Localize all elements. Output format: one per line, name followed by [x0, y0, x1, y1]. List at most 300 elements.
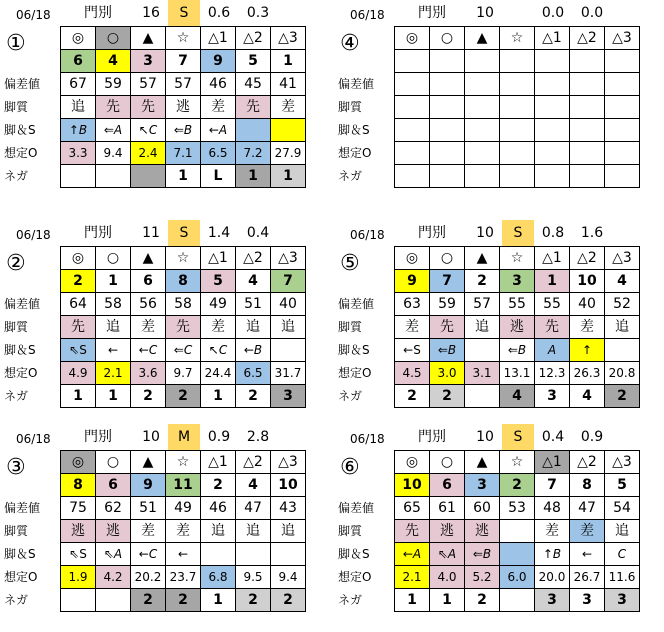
expected-odds-cell: 6.8 — [201, 566, 236, 589]
mark-cell: ▲ — [465, 27, 500, 50]
expected-odds-cell: 9.5 — [236, 566, 271, 589]
runner-count: 10 — [142, 429, 160, 445]
leg-speed-cell — [201, 543, 236, 566]
mark-cell: △3 — [605, 451, 640, 474]
grid-row — [61, 474, 306, 497]
expected-odds-cell: 6.5 — [201, 142, 236, 165]
deviation-cell: 58 — [96, 293, 131, 316]
index-value-2: 2.8 — [246, 429, 270, 445]
horse-number-cell: 7 — [166, 50, 201, 73]
grid-row — [395, 566, 640, 589]
running-style-cell: 追 — [61, 96, 96, 119]
mark-cell: △1 — [201, 451, 236, 474]
race-panel — [4, 0, 324, 208]
mark-cell: ▲ — [465, 247, 500, 270]
horse-number-cell: 4 — [236, 270, 271, 293]
running-style-cell: 逃 — [61, 520, 96, 543]
mark-cell: ▲ — [465, 451, 500, 474]
horse-number-cell: 7 — [430, 270, 465, 293]
running-style-cell: 差 — [271, 96, 306, 119]
leg-speed-cell: A — [535, 339, 570, 362]
grid-row — [395, 543, 640, 566]
horse-number-cell: 6 — [131, 270, 166, 293]
running-style-cell: 追 — [271, 316, 306, 339]
row-label: 脚＆S — [4, 123, 36, 137]
leg-speed-cell: ↑ — [570, 339, 605, 362]
deviation-cell: 51 — [236, 293, 271, 316]
row-label: 偏差値 — [338, 77, 375, 91]
running-style-cell: 差 — [570, 316, 605, 339]
running-style-cell: 差 — [201, 316, 236, 339]
deviation-cell: 46 — [201, 73, 236, 96]
deviation-cell: 43 — [271, 497, 306, 520]
expected-odds-cell: 11.6 — [605, 566, 640, 589]
negative-cell: 1 — [271, 165, 306, 188]
running-style-cell: 先 — [535, 316, 570, 339]
running-style-cell: 追 — [201, 520, 236, 543]
row-label: 想定O — [4, 366, 38, 380]
grid-row — [395, 520, 640, 543]
negative-cell — [96, 589, 131, 612]
negative-cell: 2 — [605, 385, 640, 408]
deviation-cell: 46 — [201, 497, 236, 520]
leg-speed-cell: ⇐A — [96, 119, 131, 142]
horse-number-cell: 1 — [96, 270, 131, 293]
grid-row — [61, 566, 306, 589]
race-course: 門別 — [418, 225, 446, 241]
negative-cell: 2 — [430, 385, 465, 408]
grid-row — [61, 293, 306, 316]
horse-number-cell: 6 — [61, 50, 96, 73]
grid-row — [61, 543, 306, 566]
mark-cell: ☆ — [166, 27, 201, 50]
race-date: 06/18 — [16, 228, 51, 242]
negative-cell — [570, 165, 605, 188]
running-style-cell — [500, 520, 535, 543]
running-style-cell: 追 — [236, 316, 271, 339]
leg-speed-cell — [271, 339, 306, 362]
grid-row — [61, 270, 306, 293]
leg-speed-cell — [605, 339, 640, 362]
running-style-cell: 先 — [131, 96, 166, 119]
horse-number-cell: 11 — [166, 474, 201, 497]
mark-cell: ◎ — [61, 451, 96, 474]
index-value-1: 0.9 — [207, 429, 231, 445]
running-style-cell: 逃 — [500, 316, 535, 339]
leg-speed-cell — [465, 119, 500, 142]
horse-number-cell — [570, 50, 605, 73]
grid-row — [61, 339, 306, 362]
running-style-cell: 差 — [395, 316, 430, 339]
deviation-cell: 59 — [96, 73, 131, 96]
grade-badge: M — [168, 424, 200, 450]
row-label: 脚質 — [4, 320, 29, 334]
row-label: ネガ — [338, 389, 363, 403]
negative-cell: 3 — [570, 589, 605, 612]
row-label: 偏差値 — [4, 77, 41, 91]
leg-speed-cell — [605, 119, 640, 142]
running-style-cell: 先 — [96, 96, 131, 119]
negative-cell: 4 — [500, 385, 535, 408]
expected-odds-cell — [535, 142, 570, 165]
grid-row — [61, 119, 306, 142]
running-style-cell: 逃 — [166, 96, 201, 119]
grid-row — [395, 73, 640, 96]
grid-row — [61, 451, 306, 474]
grid-row — [395, 362, 640, 385]
row-label: 脚質 — [338, 524, 363, 538]
negative-cell: 1 — [430, 589, 465, 612]
expected-odds-cell: 1.9 — [61, 566, 96, 589]
expected-odds-cell: 3.6 — [131, 362, 166, 385]
grid-row — [61, 165, 306, 188]
horse-number-cell: 4 — [96, 50, 131, 73]
mark-cell: ◎ — [395, 247, 430, 270]
expected-odds-cell: 20.8 — [605, 362, 640, 385]
race-course: 門別 — [84, 429, 112, 445]
row-label: 脚＆S — [338, 123, 370, 137]
mark-cell: ☆ — [166, 451, 201, 474]
negative-cell: 2 — [271, 589, 306, 612]
negative-cell: 2 — [131, 589, 166, 612]
negative-cell: 2 — [166, 385, 201, 408]
deviation-cell — [570, 73, 605, 96]
leg-speed-cell: ←A — [201, 119, 236, 142]
running-style-cell: 先 — [166, 316, 201, 339]
leg-speed-cell — [535, 119, 570, 142]
leg-speed-cell — [271, 543, 306, 566]
grid-row — [395, 27, 640, 50]
negative-cell: 3 — [605, 589, 640, 612]
deviation-cell — [535, 73, 570, 96]
negative-cell: 1 — [236, 165, 271, 188]
running-style-cell — [570, 96, 605, 119]
expected-odds-cell: 2.1 — [96, 362, 131, 385]
leg-speed-cell — [395, 119, 430, 142]
deviation-cell — [465, 73, 500, 96]
horse-number-cell: 7 — [535, 474, 570, 497]
race-header — [338, 0, 658, 26]
horse-number-cell: 3 — [465, 474, 500, 497]
deviation-cell: 45 — [236, 73, 271, 96]
expected-odds-cell: 6.0 — [500, 566, 535, 589]
race-date: 06/18 — [16, 432, 51, 446]
mark-cell: ☆ — [500, 27, 535, 50]
expected-odds-cell — [605, 142, 640, 165]
index-value-2: 0.0 — [580, 5, 604, 21]
race-date: 06/18 — [350, 8, 385, 22]
expected-odds-cell: 4.9 — [61, 362, 96, 385]
expected-odds-cell: 3.1 — [465, 362, 500, 385]
negative-cell — [395, 165, 430, 188]
horse-number-cell: 8 — [61, 474, 96, 497]
row-label: 想定O — [4, 570, 38, 584]
grid-row — [395, 119, 640, 142]
index-value-2: 0.9 — [580, 429, 604, 445]
running-style-cell: 追 — [236, 520, 271, 543]
leg-speed-cell: ⇐B — [465, 543, 500, 566]
deviation-cell: 49 — [201, 293, 236, 316]
grid-row — [61, 50, 306, 73]
deviation-cell: 60 — [465, 497, 500, 520]
race-course: 門別 — [418, 5, 446, 21]
expected-odds-cell: 4.0 — [430, 566, 465, 589]
leg-speed-cell — [500, 543, 535, 566]
running-style-cell: 差 — [131, 316, 166, 339]
horse-number-cell: 10 — [271, 474, 306, 497]
negative-cell — [96, 165, 131, 188]
deviation-cell: 64 — [61, 293, 96, 316]
leg-speed-cell: ← — [570, 543, 605, 566]
horse-number-cell — [605, 50, 640, 73]
row-label: 脚質 — [338, 100, 363, 114]
negative-cell: 1 — [395, 589, 430, 612]
index-value-1: 0.4 — [541, 429, 565, 445]
negative-cell — [61, 165, 96, 188]
race-panel — [4, 220, 324, 428]
running-style-cell: 差 — [570, 520, 605, 543]
deviation-cell — [605, 73, 640, 96]
expected-odds-cell: 23.7 — [166, 566, 201, 589]
expected-odds-cell: 9.4 — [271, 566, 306, 589]
expected-odds-cell: 31.7 — [271, 362, 306, 385]
deviation-cell: 56 — [131, 293, 166, 316]
leg-speed-cell: ⇐B — [430, 339, 465, 362]
horse-number-cell: 1 — [535, 270, 570, 293]
horse-number-cell: 8 — [570, 474, 605, 497]
index-value-2: 1.6 — [580, 225, 604, 241]
horse-number-cell: 2 — [61, 270, 96, 293]
negative-cell — [430, 165, 465, 188]
expected-odds-cell: 3.3 — [61, 142, 96, 165]
row-label: 脚質 — [338, 320, 363, 334]
mark-cell: ○ — [430, 247, 465, 270]
mark-cell: △1 — [201, 247, 236, 270]
mark-cell: △3 — [271, 451, 306, 474]
running-style-cell: 追 — [605, 520, 640, 543]
grid-row — [61, 385, 306, 408]
deviation-cell: 59 — [430, 293, 465, 316]
expected-odds-cell — [395, 142, 430, 165]
deviation-cell: 40 — [271, 293, 306, 316]
negative-cell: 2 — [236, 589, 271, 612]
leg-speed-cell: ⇐B — [166, 119, 201, 142]
row-label: ネガ — [338, 169, 363, 183]
leg-speed-cell: ←B — [236, 339, 271, 362]
horse-number-cell: 9 — [395, 270, 430, 293]
grid-row — [395, 165, 640, 188]
negative-cell — [535, 165, 570, 188]
running-style-cell — [535, 96, 570, 119]
running-style-cell — [465, 96, 500, 119]
race-number: ③ — [6, 455, 26, 480]
grid-row — [61, 520, 306, 543]
mark-cell: ☆ — [166, 247, 201, 270]
prediction-grid — [60, 450, 306, 612]
leg-speed-cell — [500, 119, 535, 142]
deviation-cell: 58 — [166, 293, 201, 316]
running-style-cell: 追 — [465, 316, 500, 339]
deviation-cell: 47 — [236, 497, 271, 520]
deviation-cell: 75 — [61, 497, 96, 520]
mark-cell: △1 — [535, 27, 570, 50]
expected-odds-cell: 2.4 — [131, 142, 166, 165]
expected-odds-cell: 13.1 — [500, 362, 535, 385]
expected-odds-cell: 20.2 — [131, 566, 166, 589]
deviation-cell: 61 — [430, 497, 465, 520]
runner-count: 10 — [476, 225, 494, 241]
horse-number-cell — [395, 50, 430, 73]
index-value-1: 0.8 — [541, 225, 565, 241]
leg-speed-cell — [236, 119, 271, 142]
mark-cell: △3 — [271, 247, 306, 270]
negative-cell: 2 — [131, 385, 166, 408]
deviation-cell: 57 — [465, 293, 500, 316]
expected-odds-cell: 3.0 — [430, 362, 465, 385]
grid-row — [395, 474, 640, 497]
row-label: 脚質 — [4, 100, 29, 114]
grid-row — [395, 339, 640, 362]
race-number: ④ — [340, 31, 360, 56]
mark-cell: ○ — [430, 451, 465, 474]
deviation-cell: 47 — [570, 497, 605, 520]
row-label: 脚＆S — [4, 343, 36, 357]
horse-number-cell: 2 — [500, 474, 535, 497]
expected-odds-cell: 7.2 — [236, 142, 271, 165]
mark-cell: △1 — [535, 451, 570, 474]
leg-speed-cell: ← — [166, 543, 201, 566]
running-style-cell: 差 — [201, 96, 236, 119]
horse-number-cell: 10 — [395, 474, 430, 497]
row-label: ネガ — [4, 389, 29, 403]
grade-badge: S — [168, 0, 200, 26]
race-date: 06/18 — [16, 8, 51, 22]
running-style-cell: 先 — [61, 316, 96, 339]
deviation-cell — [500, 73, 535, 96]
negative-cell — [500, 165, 535, 188]
horse-number-cell — [465, 50, 500, 73]
negative-cell: L — [201, 165, 236, 188]
row-label: ネガ — [4, 593, 29, 607]
grid-row — [395, 451, 640, 474]
grid-row — [395, 142, 640, 165]
mark-cell: ◎ — [61, 247, 96, 270]
deviation-cell: 57 — [131, 73, 166, 96]
negative-cell: 3 — [535, 385, 570, 408]
expected-odds-cell — [500, 142, 535, 165]
grid-row — [61, 247, 306, 270]
leg-speed-cell: ←A — [395, 543, 430, 566]
row-label: 脚＆S — [338, 343, 370, 357]
race-number: ② — [6, 251, 26, 276]
horse-number-cell: 3 — [131, 50, 166, 73]
leg-speed-cell: ↖C — [131, 119, 166, 142]
expected-odds-cell: 20.0 — [535, 566, 570, 589]
mark-cell: ◎ — [395, 451, 430, 474]
horse-number-cell — [500, 50, 535, 73]
horse-number-cell: 5 — [201, 270, 236, 293]
grid-row — [395, 385, 640, 408]
negative-cell — [605, 165, 640, 188]
negative-cell: 1 — [96, 385, 131, 408]
running-style-cell: 差 — [131, 520, 166, 543]
race-date: 06/18 — [350, 432, 385, 446]
negative-cell — [465, 385, 500, 408]
negative-cell — [131, 165, 166, 188]
expected-odds-cell: 4.5 — [395, 362, 430, 385]
grid-row — [395, 247, 640, 270]
mark-cell: △2 — [570, 27, 605, 50]
grid-row — [61, 96, 306, 119]
race-header — [4, 220, 324, 246]
expected-odds-cell: 5.2 — [465, 566, 500, 589]
deviation-cell: 62 — [96, 497, 131, 520]
deviation-cell: 55 — [500, 293, 535, 316]
race-number: ⑤ — [340, 251, 360, 276]
negative-cell — [500, 589, 535, 612]
horse-number-cell: 9 — [131, 474, 166, 497]
horse-number-cell: 1 — [271, 50, 306, 73]
negative-cell — [61, 589, 96, 612]
runner-count: 10 — [476, 5, 494, 21]
deviation-cell: 54 — [605, 497, 640, 520]
expected-odds-cell: 9.4 — [96, 142, 131, 165]
row-label: 偏差値 — [4, 297, 41, 311]
leg-speed-cell: ⇖S — [61, 543, 96, 566]
mark-cell: △2 — [236, 247, 271, 270]
negative-cell: 2 — [236, 385, 271, 408]
race-course: 門別 — [84, 225, 112, 241]
race-header — [4, 0, 324, 26]
mark-cell: △1 — [201, 27, 236, 50]
grid-row — [61, 316, 306, 339]
expected-odds-cell — [465, 142, 500, 165]
negative-cell: 4 — [570, 385, 605, 408]
leg-speed-cell: ←C — [131, 339, 166, 362]
prediction-grid — [60, 246, 306, 408]
expected-odds-cell: 24.4 — [201, 362, 236, 385]
leg-speed-cell: ⇐C — [166, 339, 201, 362]
leg-speed-cell: ←C — [131, 543, 166, 566]
horse-number-cell: 6 — [96, 474, 131, 497]
running-style-cell — [430, 96, 465, 119]
index-value-1: 0.0 — [541, 5, 565, 21]
running-style-cell — [500, 96, 535, 119]
leg-speed-cell — [236, 543, 271, 566]
leg-speed-cell: ↖C — [201, 339, 236, 362]
deviation-cell: 67 — [61, 73, 96, 96]
race-number: ⑥ — [340, 455, 360, 480]
grid-row — [61, 497, 306, 520]
row-label: 偏差値 — [338, 501, 375, 515]
deviation-cell — [395, 73, 430, 96]
index-value-1: 1.4 — [207, 225, 231, 241]
row-label: ネガ — [338, 593, 363, 607]
grid-row — [395, 293, 640, 316]
horse-number-cell — [535, 50, 570, 73]
leg-speed-cell — [430, 119, 465, 142]
grade-badge: S — [502, 220, 534, 246]
horse-number-cell: 5 — [236, 50, 271, 73]
grid-row — [61, 73, 306, 96]
runner-count: 11 — [142, 225, 160, 241]
leg-speed-cell: ⇖A — [96, 543, 131, 566]
negative-cell: 2 — [166, 589, 201, 612]
grade-badge — [502, 0, 534, 26]
mark-cell: ○ — [96, 451, 131, 474]
negative-cell: 1 — [61, 385, 96, 408]
expected-odds-cell: 9.7 — [166, 362, 201, 385]
